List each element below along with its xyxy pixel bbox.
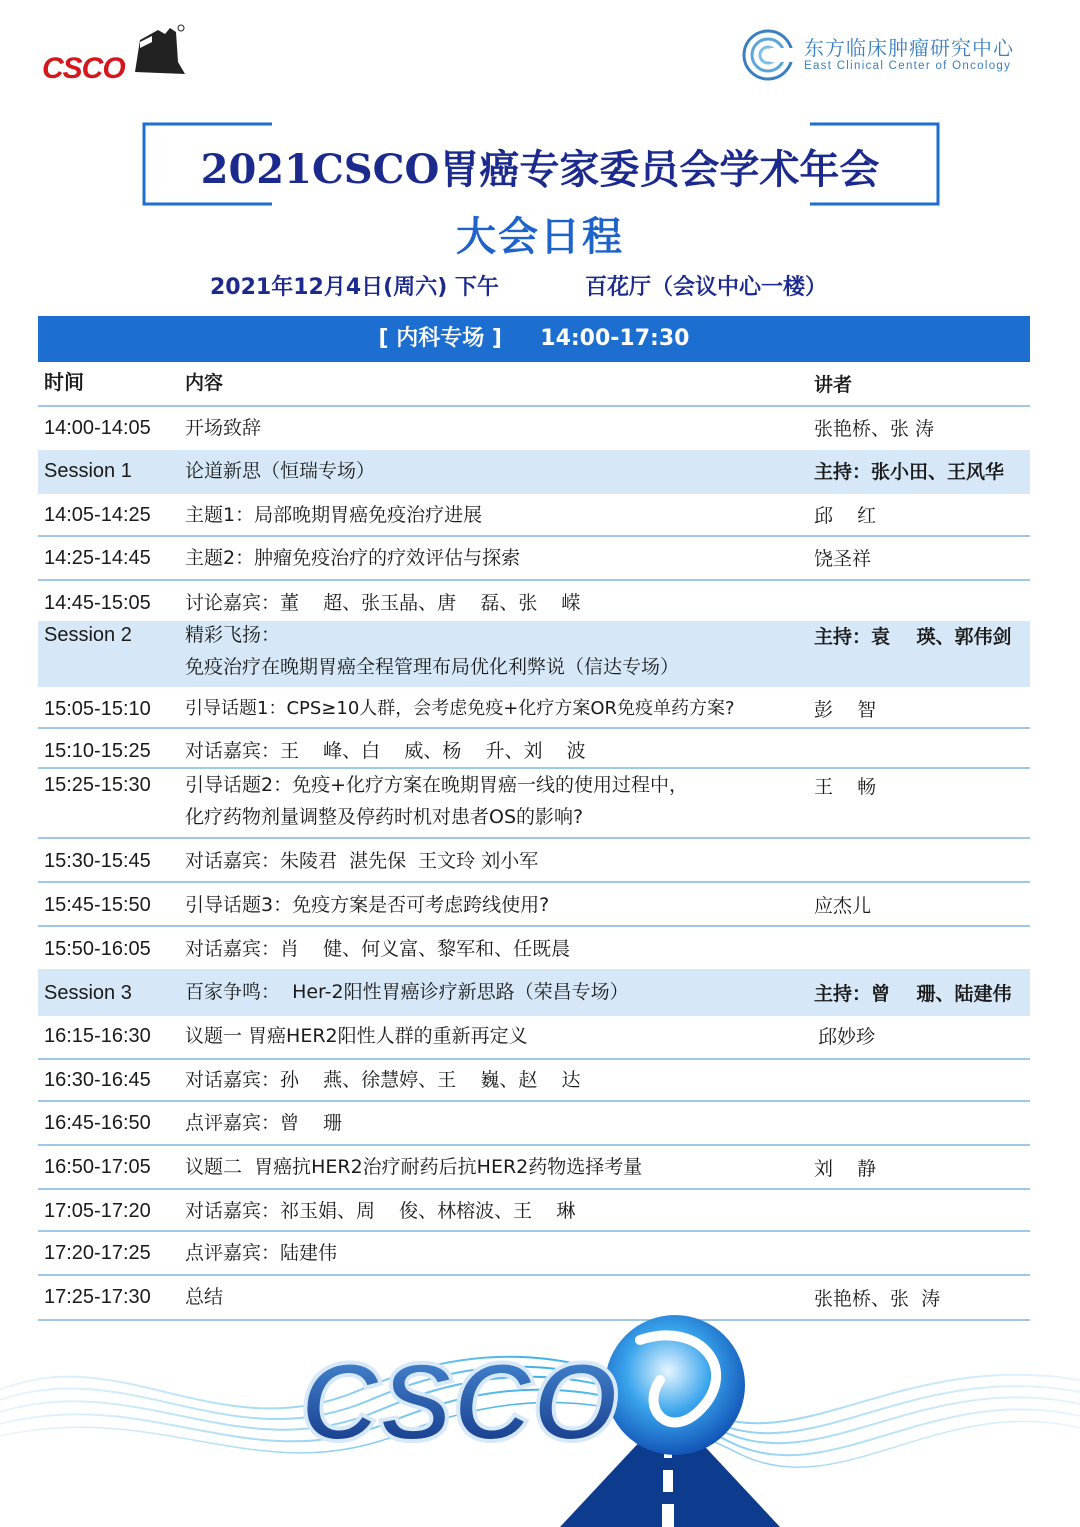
row-time: 14:25-14:45 <box>44 547 151 569</box>
row-time: 15:05-15:10 <box>44 698 151 720</box>
table-row <box>38 537 1030 581</box>
csco-logo <box>40 22 190 85</box>
row-speaker: 彭 智 <box>814 699 877 721</box>
table-row <box>38 1146 1030 1190</box>
row-content: 对话嘉宾：祁玉娟、周 俊、林榕波、王 琳 <box>185 1200 576 1222</box>
table-row <box>38 729 1030 769</box>
table-row <box>38 927 1030 969</box>
row-speaker: 张艳桥、张 涛 <box>814 418 935 440</box>
row-content: 引导话题2：免疫+化疗方案在晚期胃癌一线的使用过程中， <box>185 774 689 796</box>
session-label: Session 3 <box>44 982 132 1004</box>
row-content: 点评嘉宾：曾 珊 <box>185 1112 343 1134</box>
table-row <box>38 1060 1030 1102</box>
row-content: 议题二 胃癌抗HER2治疗耐药后抗HER2药物选择考量 <box>185 1156 643 1178</box>
row-time: 16:15-16:30 <box>44 1025 151 1047</box>
table-row <box>38 1190 1030 1232</box>
session-row <box>38 621 1030 687</box>
row-speaker: 王 畅 <box>814 776 877 798</box>
ecco-name-cn: 东方临床肿瘤研究中心 <box>804 36 1014 60</box>
session-title: 精彩飞扬： <box>185 624 281 646</box>
session-host: 主持：曾 珊、陆建伟 <box>814 983 1012 1005</box>
ecco-logo <box>740 28 1040 82</box>
session-host: 主持：袁 瑛、郭伟剑 <box>814 626 1012 648</box>
row-time: 17:05-17:20 <box>44 1200 151 1222</box>
page-subtitle: 大会日程 <box>456 213 624 260</box>
row-time: 14:05-14:25 <box>44 504 151 526</box>
row-time: 15:10-15:25 <box>44 740 151 762</box>
row-time: 17:20-17:25 <box>44 1242 151 1264</box>
row-content: 主题2：肿瘤免疫治疗的疗效评估与探索 <box>185 547 521 569</box>
event-date: 2021年12月4日(周六) 下午 <box>210 275 499 300</box>
session-host: 主持：张小田、王风华 <box>814 461 1005 483</box>
row-time: 14:45-15:05 <box>44 592 151 614</box>
table-row <box>38 407 1030 450</box>
row-time: 16:45-16:50 <box>44 1112 151 1134</box>
csco-logo-text: CSCO <box>42 52 125 85</box>
row-content: 开场致辞 <box>185 417 262 439</box>
row-speaker: 邱 红 <box>814 505 877 527</box>
footer-csco-text: CSCO <box>300 1341 618 1464</box>
row-speaker: 饶圣祥 <box>814 548 872 570</box>
row-time: 15:45-15:50 <box>44 894 151 916</box>
row-time: 14:00-14:05 <box>44 417 151 439</box>
row-content: 对话嘉宾：孙 燕、徐慧婷、王 巍、赵 达 <box>185 1069 581 1091</box>
row-content: 引导话题1：CPS≥10人群，会考虑免疫+化疗方案OR免疫单药方案? <box>185 698 735 719</box>
row-content: 点评嘉宾：陆建伟 <box>185 1242 338 1264</box>
table-row <box>38 494 1030 537</box>
table-row <box>38 1016 1030 1060</box>
row-content: 对话嘉宾：朱陵君 湛先保 王文玲 刘小军 <box>185 850 539 872</box>
row-time: 16:50-17:05 <box>44 1156 151 1178</box>
session-label: Session 2 <box>44 624 132 646</box>
row-content: 议题一 胃癌HER2阳性人群的重新再定义 <box>185 1025 528 1047</box>
row-content: 总结 <box>185 1286 224 1308</box>
table-row <box>38 1232 1030 1276</box>
section-banner: [ 内科专场 ] 14:00-17:30 <box>38 316 1030 362</box>
row-time: 17:25-17:30 <box>44 1286 151 1308</box>
header-content: 内容 <box>185 372 224 394</box>
row-content: 讨论嘉宾：董 超、张玉晶、唐 磊、张 嵘 <box>185 592 581 614</box>
table-row <box>38 687 1030 729</box>
row-content: 引导话题3：免疫方案是否可考虑跨线使用? <box>185 894 550 916</box>
row-content: 对话嘉宾：王 峰、白 威、杨 升、刘 波 <box>185 740 586 762</box>
footer-csco-graphic <box>0 1300 1080 1527</box>
row-time: 15:50-16:05 <box>44 938 151 960</box>
session-label: Session 1 <box>44 460 132 482</box>
session-row <box>38 969 1030 1016</box>
table-row <box>38 769 1030 839</box>
row-speaker: 邱妙珍 <box>818 1026 876 1048</box>
table-row <box>38 1102 1030 1146</box>
ecco-name-en: East Clinical Center of Oncology <box>804 60 1012 72</box>
row-time: 15:25-15:30 <box>44 774 151 796</box>
row-time: 15:30-15:45 <box>44 850 151 872</box>
header-time: 时间 <box>44 372 84 394</box>
table-row <box>38 839 1030 883</box>
row-speaker: 应杰儿 <box>814 895 872 917</box>
row-speaker: 刘 静 <box>814 1158 877 1180</box>
row-content: 主题1：局部晚期胃癌免疫治疗进展 <box>185 504 483 526</box>
session-row <box>38 450 1030 494</box>
table-row <box>38 581 1030 621</box>
page-title: 2021CSCO胃癌专家委员会学术年会 <box>200 146 880 193</box>
row-time: 16:30-16:45 <box>44 1069 151 1091</box>
table-row <box>38 883 1030 927</box>
table-header <box>38 362 1030 407</box>
session-title: 论道新思（恒瑞专场） <box>185 460 376 482</box>
header-speaker: 讲者 <box>814 374 853 396</box>
row-speaker: 张艳桥、张 涛 <box>814 1288 941 1310</box>
ecco-circle-icon <box>740 28 800 82</box>
row-content-line2: 化疗药物剂量调整及停药时机对患者OS的影响? <box>185 806 584 828</box>
event-venue: 百花厅（会议中心一楼） <box>585 275 828 300</box>
session-title: 百家争鸣： Her-2阳性胃癌诊疗新思路（荣昌专场） <box>185 981 629 1003</box>
session-title-line2: 免疫治疗在晚期胃癌全程管理布局优化利弊说（信达专场） <box>185 656 680 678</box>
row-content: 对话嘉宾：肖 健、何义富、黎军和、任既晨 <box>185 938 571 960</box>
